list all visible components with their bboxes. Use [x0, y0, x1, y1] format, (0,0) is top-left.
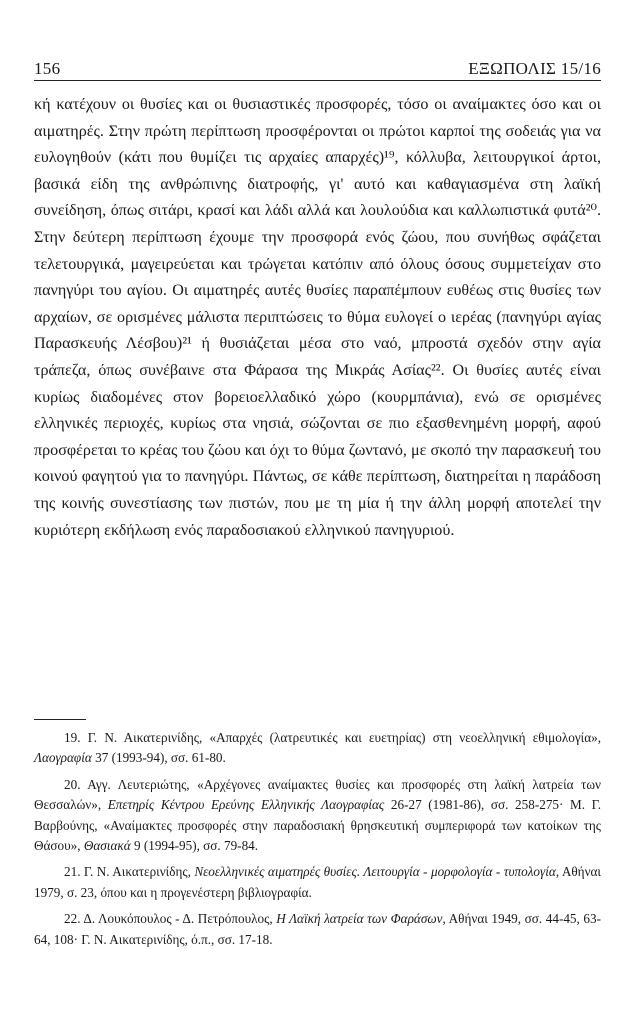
footnote-text: 37 (1993-94), σσ. 61-80.: [91, 750, 226, 766]
body-text: [34, 92, 601, 544]
body-paragraph: κή κατέχουν οι θυσίες και οι θυσιαστικές προσφορές, τόσο οι αναίμακτες όσο και οι αιματηρές. Στην πρώτη περίπτωση προσφέρονται οι πρώτοι καρποί της σοδειάς για να ευλογηθούν (κάτι που θυμίζει τις αρχαίες απαρχές)¹⁹, κόλλυβα, λειτουργικοί άρτοι, βασικά είδη της ανθρώπινης διατροφής, γι' αυτό και καθαγιασμένα στη λαϊκή συνείδηση, όπως σιτάρι, κρασί και λάδι αλλά και λουλούδια και καλλωπιστικά φυτά²⁰. Στην δεύτερη περίπτωση έχουμε την προσφορά ενός ζώου, που συνήθως σφάζεται τελετουργικά, μαγειρεύεται και τρώγεται κατόπιν από όλους όσους συμμετείχαν στο πανηγύρι του αγίου. Οι αιματηρές αυτές θυσίες παραπέμπουν ευθέως στις θυσίες των αρχαίων, σε ορισμένες μάλιστα περιπτώσεις το θύμα ευλογεί ο ιερέας (πανηγύρι αγίας Παρασκευής Λέσβου)²¹ ή θυσιάζεται μέσα στο ναό, μπροστά σχεδόν στην αγία τράπεζα, όπως συνέβαινε στα Φάρασα της Μικράς Ασίας²². Οι θυσίες αυτές είναι κυρίως διαδομένες στον βορειοελλαδικό χώρο (κουρμπάνια), ενώ σε ορισμένες ελληνικές περιοχές, κυρίως στα νησιά, σώζονται σε πιο εξασθενημένη μορφή, αφού προσφέρεται το κρέας του ζώου και όχι το θύμα ζωντανό, με σκοπό την παρασκευή του κοινού φαγητού για το πανηγύρι. Πάντως, σε κάθε περίπτωση, διατηρείται η παράδοση της κοινής συνεστίασης των πιστών, που με τη μία ή την άλλη μορφή αποτελεί την κυριότερη εκδήλωση ενός παραδοσιακού ελληνικού πανηγυριού.: [34, 96, 601, 539]
footnote-19: [34, 728, 601, 769]
header-rule: [34, 80, 601, 81]
journal-title: ΕΞΩΠΟΛΙΣ 15/16: [468, 59, 601, 78]
footnote-italic: Λαογραφία: [34, 750, 92, 766]
footnote-text: 9 (1994-95), σσ. 79-84.: [130, 838, 259, 854]
footnote-rule: [34, 719, 86, 720]
footnote-text: , Αθήναι 1979, σ. 23, όπου και η προγενέστερη βιβλιογραφία.: [34, 864, 601, 900]
footnote-text: 21. Γ. Ν. Αικατερινίδης,: [64, 864, 195, 880]
running-header: [34, 57, 601, 79]
page-number: 156: [34, 59, 61, 78]
footnote-italic: Νεοελληνικές αιματηρές θυσίες. Λειτουργία - μορφολογία - τυπολογία: [194, 864, 556, 880]
footnote-italic: Επετηρίς Κέντρου Ερεύνης Ελληνικής Λαογραφίας: [107, 797, 385, 813]
footnote-text: 26-27 (1981-86), σσ. 258-275· Μ. Γ. Βαρβούνης, «Αναίμακτες προσφορές στην παραδοσιακή θρησκευτική συμπεριφορά των κατοίκων της Θάσου»,: [34, 797, 601, 854]
footnote-22: [34, 909, 601, 950]
footnote-20: [34, 775, 601, 857]
footnote-text: , Αθήναι 1949, σσ. 44-45, 63-64, 108· Γ. Ν. Αικατερινίδης, ό.π., σσ. 17-18.: [34, 911, 601, 947]
footnote-21: [34, 862, 601, 903]
footnote-italic: Θασιακά: [83, 838, 131, 854]
footnotes: [34, 728, 601, 956]
footnote-text: 19. Γ. Ν. Αικατερινίδης, «Απαρχές (λατρευτικές και ευετηρίας) στη νεοελληνική εθιμολογία»,: [64, 730, 601, 745]
footnote-text: 22. Δ. Λουκόπουλος - Δ. Πετρόπουλος,: [64, 911, 277, 927]
footnote-italic: Η Λαϊκή λατρεία των Φαράσων: [276, 911, 443, 927]
footnote-text: 20. Αγγ. Λευτεριώτης, «Αρχέγονες αναίμακτες θυσίες και προσφορές στη λαϊκή λατρεία των Θεσσαλών»,: [34, 776, 601, 813]
